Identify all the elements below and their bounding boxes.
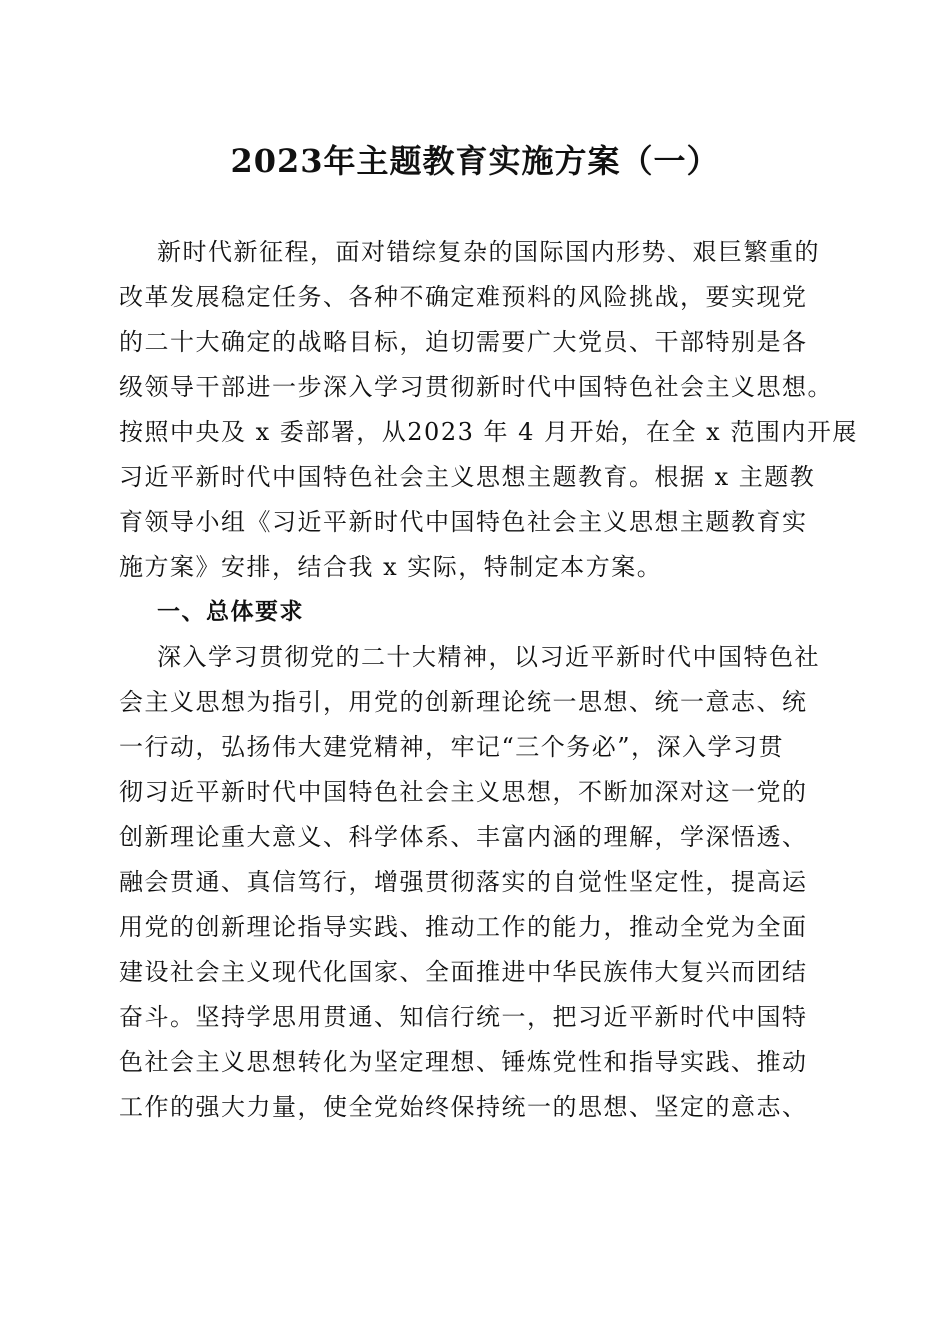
section-line: 会主义思想为指引，用党的创新理论统一思想、统一意志、统 — [119, 688, 808, 716]
document-title: 2023年主题教育实施方案（一） — [230, 142, 720, 180]
section-line: 工作的强大力量，使全党始终保持统一的思想、坚定的意志、 — [119, 1093, 808, 1121]
intro-line: 按照中央及 x 委部署，从2023 年 4 月开始，在全 x 范围内开展 — [119, 418, 858, 446]
intro-line: 级领导干部进一步深入学习贯彻新时代中国特色社会主义思想。 — [119, 373, 833, 401]
intro-line: 改革发展稳定任务、各种不确定难预料的风险挑战，要实现党 — [119, 283, 808, 311]
section-line: 融会贯通、真信笃行，增强贯彻落实的自觉性坚定性，提高运 — [119, 868, 808, 896]
section-line: 一行动，弘扬伟大建党精神，牢记“三个务必”，深入学习贯 — [119, 733, 785, 761]
section-line: 用党的创新理论指导实践、推动工作的能力，推动全党为全面 — [119, 913, 808, 941]
intro-line: 施方案》安排，结合我 x 实际，特制定本方案。 — [119, 553, 663, 581]
section-line: 奋斗。坚持学思用贯通、知信行统一，把习近平新时代中国特 — [119, 1003, 808, 1031]
section-line: 创新理论重大意义、科学体系、丰富内涵的理解，学深悟透、 — [119, 823, 808, 851]
section-line: 色社会主义思想转化为坚定理想、锤炼党性和指导实践、推动 — [119, 1048, 808, 1076]
section-heading: 一、总体要求 — [157, 599, 304, 625]
intro-line: 新时代新征程，面对错综复杂的国际国内形势、艰巨繁重的 — [157, 238, 820, 266]
section-line: 深入学习贯彻党的二十大精神，以习近平新时代中国特色社 — [157, 643, 820, 671]
intro-line: 的二十大确定的战略目标，迫切需要广大党员、干部特别是各 — [119, 328, 808, 356]
intro-line: 育领导小组《习近平新时代中国特色社会主义思想主题教育实 — [119, 508, 808, 536]
section-line: 建设社会主义现代化国家、全面推进中华民族伟大复兴而团结 — [119, 958, 808, 986]
intro-line: 习近平新时代中国特色社会主义思想主题教育。根据 x 主题教 — [119, 463, 816, 491]
section-line: 彻习近平新时代中国特色社会主义思想，不断加深对这一党的 — [119, 778, 808, 806]
